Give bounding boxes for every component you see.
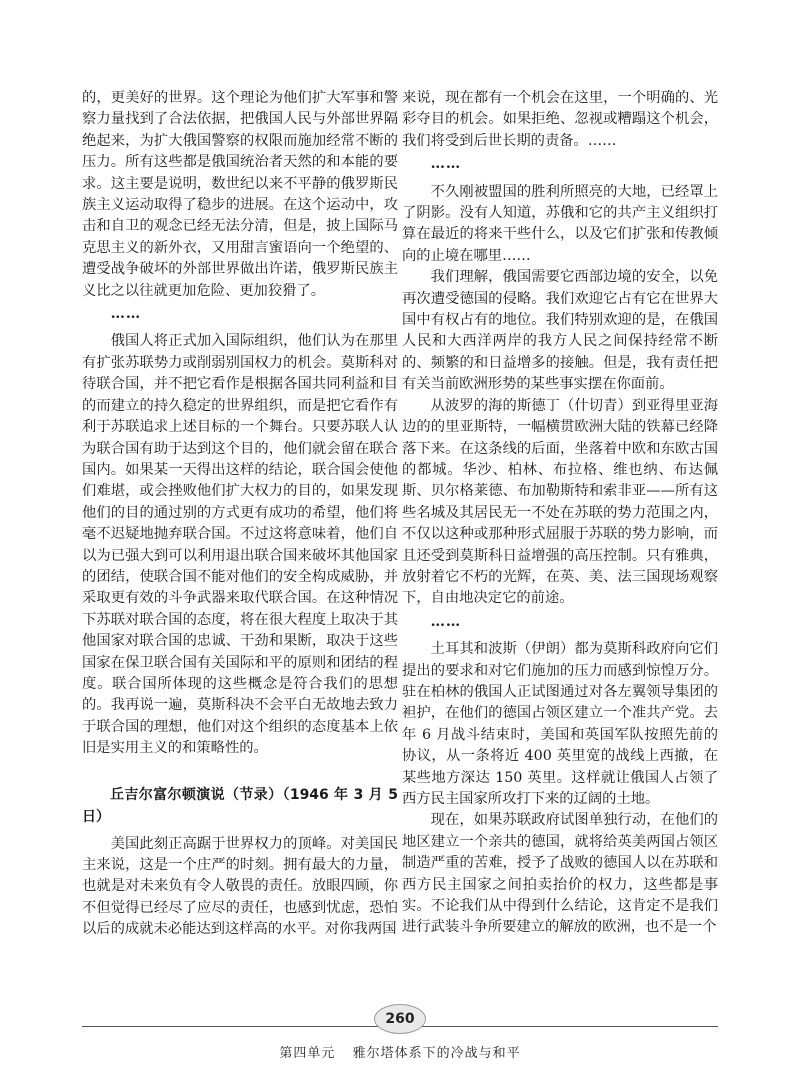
paragraph: 不久刚被盟国的胜利所照亮的大地，已经罩上了阴影。没有人知道，苏俄和它的共产主义组织打算在最近的将来干些什么，以及它们扩张和传教倾向的止境在哪里……	[402, 183, 718, 264]
paragraph: 现在，如果苏联政府试图单独行动，在他们的地区建立一个亲共的德国，就将给英美两国占领区制造严重的苦难，授予了战败的德国人以在苏联和西方民主国家之间拍卖抬价的权力，这些都是事实。不论我们从中得到什么结论，这肯定不是我们进行武装斗争所要建立的解放的欧洲，也不是一个	[402, 812, 718, 936]
ellipsis: ……	[110, 306, 142, 323]
paragraph: 来说，现在都有一个机会在这里，一个明确的、光彩夺目的机会。如果拒绝、忽视或糟蹋这个机会，我们将受到后世长期的责备。……	[402, 90, 718, 149]
unit-label: 第四单元	[279, 1046, 336, 1061]
unit-title: 雅尔塔体系下的冷战与和平	[352, 1046, 521, 1061]
paragraph: 土耳其和波斯（伊朗）都为莫斯科政府向它们提出的要求和对它们施加的压力而感到惊惶万分。驻在柏林的俄国人正试图通过对各左翼领导集团的袒护，在他们的德国占领区建立一个准共产党。去年 6 月战斗结束时，美国和英国军队按照先前的协议，从一条将近 400 英里宽的战线上西撤，在某些地方深达 150 英里。这样就让俄国人占领了西方民主国家所攻打下来的辽阔的土地。	[402, 641, 718, 807]
running-footer	[0, 1042, 800, 1061]
page-number-badge	[374, 1004, 426, 1034]
right-column	[402, 88, 718, 939]
paragraph: 的，更美好的世界。这个理论为他们扩大军事和警察力量找到了合法依据，把俄国人民与外部世界隔绝起来，为扩大俄国警察的权限而施加经常不断的压力。所有这些都是俄国统治者天然的和本能的要求。这主要是说明，数世纪以来不平静的俄罗斯民族主义运动取得了稳步的进展。在这个运动中，攻击和自卫的观念已经无法分清，但是，披上国际马克思主义的新外衣，又用甜言蜜语向一个绝望的、遭受战争破坏的外部世界做出许诺，俄罗斯民族主义比之以往就更加危险、更加狡猾了。	[82, 90, 398, 299]
paragraph: 美国此刻正高踞于世界权力的顶峰。对美国民主来说，这是一个庄严的时刻。拥有最大的力量，也就是对未来负有令人敬畏的责任。放眼四顾，你不但觉得已经尽了应尽的责任，也感到忧虑，恐怕以后的成就未必能达到这样高的水平。对你我两国	[82, 835, 398, 938]
section-heading-date: （1946 年 3 月 5 日）	[82, 786, 398, 825]
paragraph: 从波罗的海的斯德丁（什切青）到亚得里亚海边的的里亚斯特，一幅横贯欧洲大陆的铁幕已经降落下来。在这条线的后面，坐落着中欧和东欧古国的都城。华沙、柏林、布拉格、维也纳、布达佩斯、贝尔格莱德、布加勒斯特和索非亚——所有这些名城及其居民无一不处在苏联的势力范围之内，不仅以这种或那种形式屈服于苏联的势力影响，而且还受到莫斯科日益增强的高压控制。只有雅典，放射着它不朽的光辉，在英、美、法三国现场观察下，自由地决定它的前途。	[402, 397, 718, 607]
section-heading-title: 丘吉尔富尔顿演说（节录）	[110, 786, 283, 803]
ellipsis: ……	[430, 613, 462, 630]
left-column	[82, 88, 398, 941]
paragraph: 我们理解，俄国需要它西部边境的安全，以免再次遭受德国的侵略。我们欢迎它占有它在世界大国中有权占有的地位。我们特别欢迎的是，在俄国人民和大西洋两岸的我方人民之间保持经常不断的、频繁的和日益增多的接触。但是，我有责任把有关当前欧洲形势的某些事实摆在你面前。	[402, 269, 718, 393]
paragraph: 俄国人将正式加入国际组织，他们认为在那里有扩张苏联势力或削弱别国权力的机会。莫斯科对待联合国，并不把它看作是根据各国共同利益和目的而建立的持久稳定的世界组织，而是把它看作有利于苏联追求上述目标的一个舞台。只要苏联人认为联合国有助于达到这个目的，他们就会留在联合国内。如果某一天得出这样的结论，联合国会使他们难堪，或会挫败他们扩大权力的目的，如果发现他们的目的通过别的方式更有成功的希望，他们将毫不迟疑地抛弃联合国。不过这将意味着，他们自以为已强大到可以利用退出联合国来破坏其他国家的团结，使联合国不能对他们的安全构成威胁，并采取更有效的斗争武器来取代联合国。在这种情况下苏联对联合国的态度，将在很大程度上取决于其他国家对联合国的忠诚、干劲和果断，取决于这些国家在保卫联合国有关国际和平的原则和团结的程度。联合国所体现的这些概念是符合我们的思想的。我再说一遍，莫斯科决不会平白无故地去致力于联合国的理想，他们对这个组织的态度基本上依旧是实用主义的和策略性的。	[82, 333, 398, 757]
page-number: 260	[374, 1004, 426, 1034]
ellipsis: ……	[430, 156, 462, 173]
section-heading	[82, 784, 398, 828]
